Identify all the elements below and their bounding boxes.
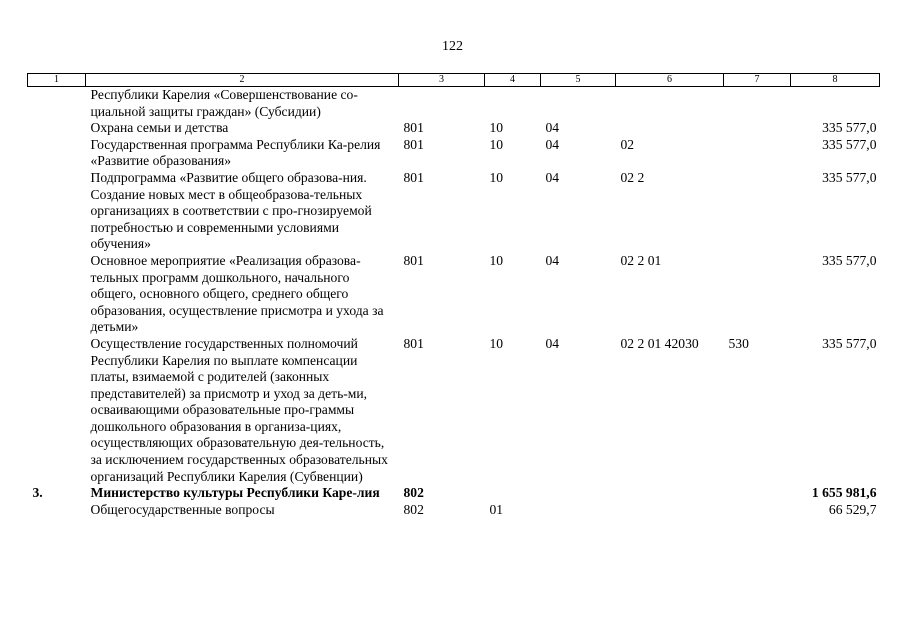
column-header: 1 (28, 74, 86, 87)
table-row (28, 120, 880, 137)
table-row (28, 170, 880, 253)
table-row (28, 336, 880, 485)
amount: 1 655 981,6 (811, 485, 877, 501)
ministry-code: 801 (403, 335, 424, 351)
section-code (485, 485, 541, 502)
column-header: 5 (541, 74, 616, 87)
expense-type-code (724, 253, 791, 336)
row-number (28, 87, 86, 121)
target-article-code (616, 502, 724, 519)
item-name: Республики Карелия «Совершенствование со-циальной защиты граждан» (Субсидии) (90, 87, 358, 119)
section-code: 10 (489, 136, 504, 152)
column-header: 8 (791, 74, 880, 87)
page-number: 122 (442, 39, 463, 54)
ministry-code: 801 (403, 120, 424, 136)
item-name: Государственная программа Республики Ка-релия «Развитие образования» (90, 136, 381, 169)
row-number (28, 120, 86, 137)
ministry-code: 801 (403, 169, 424, 185)
column-header: 3 (399, 74, 485, 87)
target-article-code (616, 87, 724, 121)
table-row (28, 485, 880, 502)
amount (791, 87, 880, 121)
subsection-code (541, 502, 616, 519)
row-number (28, 253, 86, 336)
table-row (28, 87, 880, 121)
amount: 335 577,0 (822, 169, 877, 185)
target-article-code: 02 2 (620, 169, 645, 185)
table-row (28, 502, 880, 519)
table-row (28, 137, 880, 170)
column-header: 7 (724, 74, 791, 87)
section-code: 10 (489, 120, 504, 136)
expense-type-code (724, 170, 791, 253)
target-article-code: 02 2 01 42030 (620, 335, 699, 351)
amount: 66 529,7 (828, 501, 877, 517)
item-name: Подпрограмма «Развитие общего образова-ния. Создание новых мест в общеобразова-тельных организациях в соответствии с про-гнозируемой потребностью и современными условиями обучения» (90, 169, 372, 252)
column-header: 2 (86, 74, 399, 87)
expense-type-code (724, 485, 791, 502)
budget-table (27, 73, 880, 518)
expense-type-code (724, 120, 791, 137)
ministry-code: 802 (403, 501, 424, 517)
row-number (28, 137, 86, 170)
column-header: 4 (485, 74, 541, 87)
ministry-code: 801 (403, 252, 424, 268)
row-number (28, 170, 86, 253)
row-number (28, 336, 86, 485)
subsection-code (541, 87, 616, 121)
target-article-code: 02 2 01 (620, 252, 662, 268)
table-row (28, 253, 880, 336)
table-body (28, 87, 880, 519)
amount: 335 577,0 (822, 120, 877, 136)
item-name: Основное мероприятие «Реализация образова-тельных программ дошкольного, начального общего, основного общего, среднего общего образования, осуществление присмотра и ухода за детьми» (90, 252, 384, 335)
ministry-code: 801 (403, 136, 424, 152)
item-name: Общегосударственные вопросы (90, 501, 275, 517)
subsection-code: 04 (545, 335, 560, 351)
expense-type-code (724, 137, 791, 170)
section-code: 10 (489, 335, 504, 351)
expense-type-code: 530 (728, 335, 749, 351)
item-name: Осуществление государственных полномочий Республики Карелия по выплате компенсации платы, взимаемой с родителей (законных представителей) за присмотр и уход за деть-ми, осваивающими образовательные про-граммы дошкольного образования в организа-циях, осуществляющих образовательную дея-тельность, за исключением государственных образовательных организаций Республики Карелия (Субвенции) (90, 335, 388, 484)
target-article-code (616, 485, 724, 502)
column-number-header (28, 74, 880, 87)
section-code: 01 (489, 501, 504, 517)
expense-type-code (724, 502, 791, 519)
subsection-code: 04 (545, 169, 560, 185)
subsection-code: 04 (545, 136, 560, 152)
subsection-code: 04 (545, 120, 560, 136)
section-code: 10 (489, 169, 504, 185)
row-number: 3. (32, 485, 43, 501)
row-number (28, 502, 86, 519)
amount: 335 577,0 (822, 252, 877, 268)
target-article-code (616, 120, 724, 137)
subsection-code (541, 485, 616, 502)
column-header: 6 (616, 74, 724, 87)
section-code (485, 87, 541, 121)
expense-type-code (724, 87, 791, 121)
amount: 335 577,0 (822, 136, 877, 152)
item-name: Охрана семьи и детства (90, 120, 229, 136)
section-code: 10 (489, 252, 504, 268)
amount: 335 577,0 (822, 335, 877, 351)
ministry-code (399, 87, 485, 121)
target-article-code: 02 (620, 136, 635, 152)
ministry-code: 802 (403, 485, 424, 501)
item-name: Министерство культуры Республики Каре-лия (90, 485, 380, 501)
subsection-code: 04 (545, 252, 560, 268)
